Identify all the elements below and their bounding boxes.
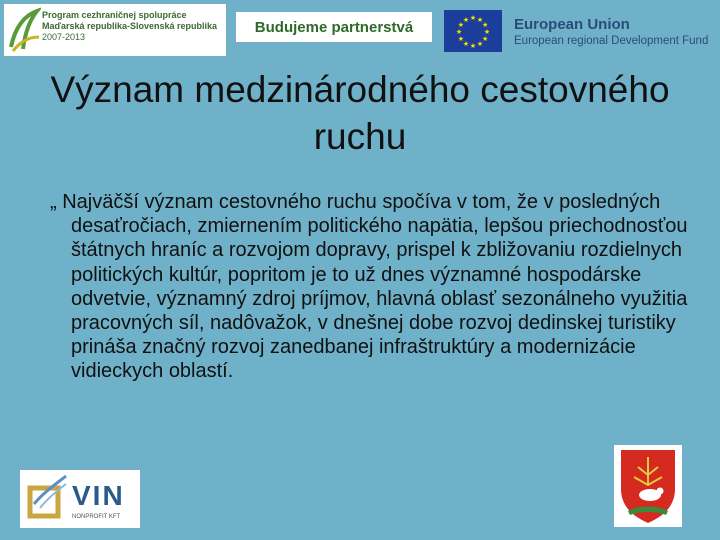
slide-title: Význam medzinárodného cestovného ruchu xyxy=(50,69,670,157)
eu-star-icon: ★ xyxy=(483,29,491,36)
vin-logo xyxy=(20,470,140,528)
eu-star-icon: ★ xyxy=(469,15,477,22)
eu-logo-title: European Union xyxy=(514,16,630,33)
eu-star-icon: ★ xyxy=(457,36,465,43)
program-logo-line-1: Program cezhraničnej spolupráce xyxy=(42,10,187,20)
vin-logo-text: VIN xyxy=(72,480,125,511)
partnership-logo xyxy=(236,12,432,42)
program-logo-line-3: 2007-2013 xyxy=(42,32,86,42)
eu-star-icon: ★ xyxy=(476,41,484,49)
eu-star-icon: ★ xyxy=(469,43,477,50)
eu-star-icon: ★ xyxy=(462,41,470,49)
eu-star-icon: ★ xyxy=(481,36,489,43)
program-logo xyxy=(4,4,226,56)
eu-star-icon: ★ xyxy=(462,16,470,24)
vin-logo-subtext: NONPROFIT KFT xyxy=(72,514,121,520)
eu-star-icon: ★ xyxy=(476,16,484,24)
program-emblem-icon xyxy=(7,7,41,53)
eu-star-icon: ★ xyxy=(457,22,465,29)
eu-flag-icon xyxy=(444,10,502,52)
vin-emblem-icon xyxy=(26,474,68,524)
eu-logo xyxy=(440,6,716,56)
coat-of-arms-icon xyxy=(614,445,682,527)
eu-star-icon: ★ xyxy=(481,22,489,29)
eu-star-icon: ★ xyxy=(455,29,463,36)
eu-logo-subtitle: European regional Development Fund xyxy=(514,35,709,47)
program-logo-line-2: Maďarská republika-Slovenská republika xyxy=(42,21,218,31)
slide-body-text: „ Najväčší význam cestovného ruchu spočíva v tom, že v posledných desaťročiach, zmiernením politického napätia, lepšou priechodnosťou štátnych hraníc a rozvojom dopravy, prispel k zbližovaniu rozdielnych politických kultúr, popritom je to už dnes významné hospodárske odvetvie, významný zdroj príjmov, hlavná oblasť sezonálneho využitia pracovných síl, nadôvažok, v dnešnej dobe rozvoj dedinskej turistiky prináša značný rozvoj zanedbanej infraštruktúry a modernizácie vidieckych oblastí. xyxy=(50,191,688,383)
partnership-logo-text: Budujeme partnerstvá xyxy=(254,18,414,36)
